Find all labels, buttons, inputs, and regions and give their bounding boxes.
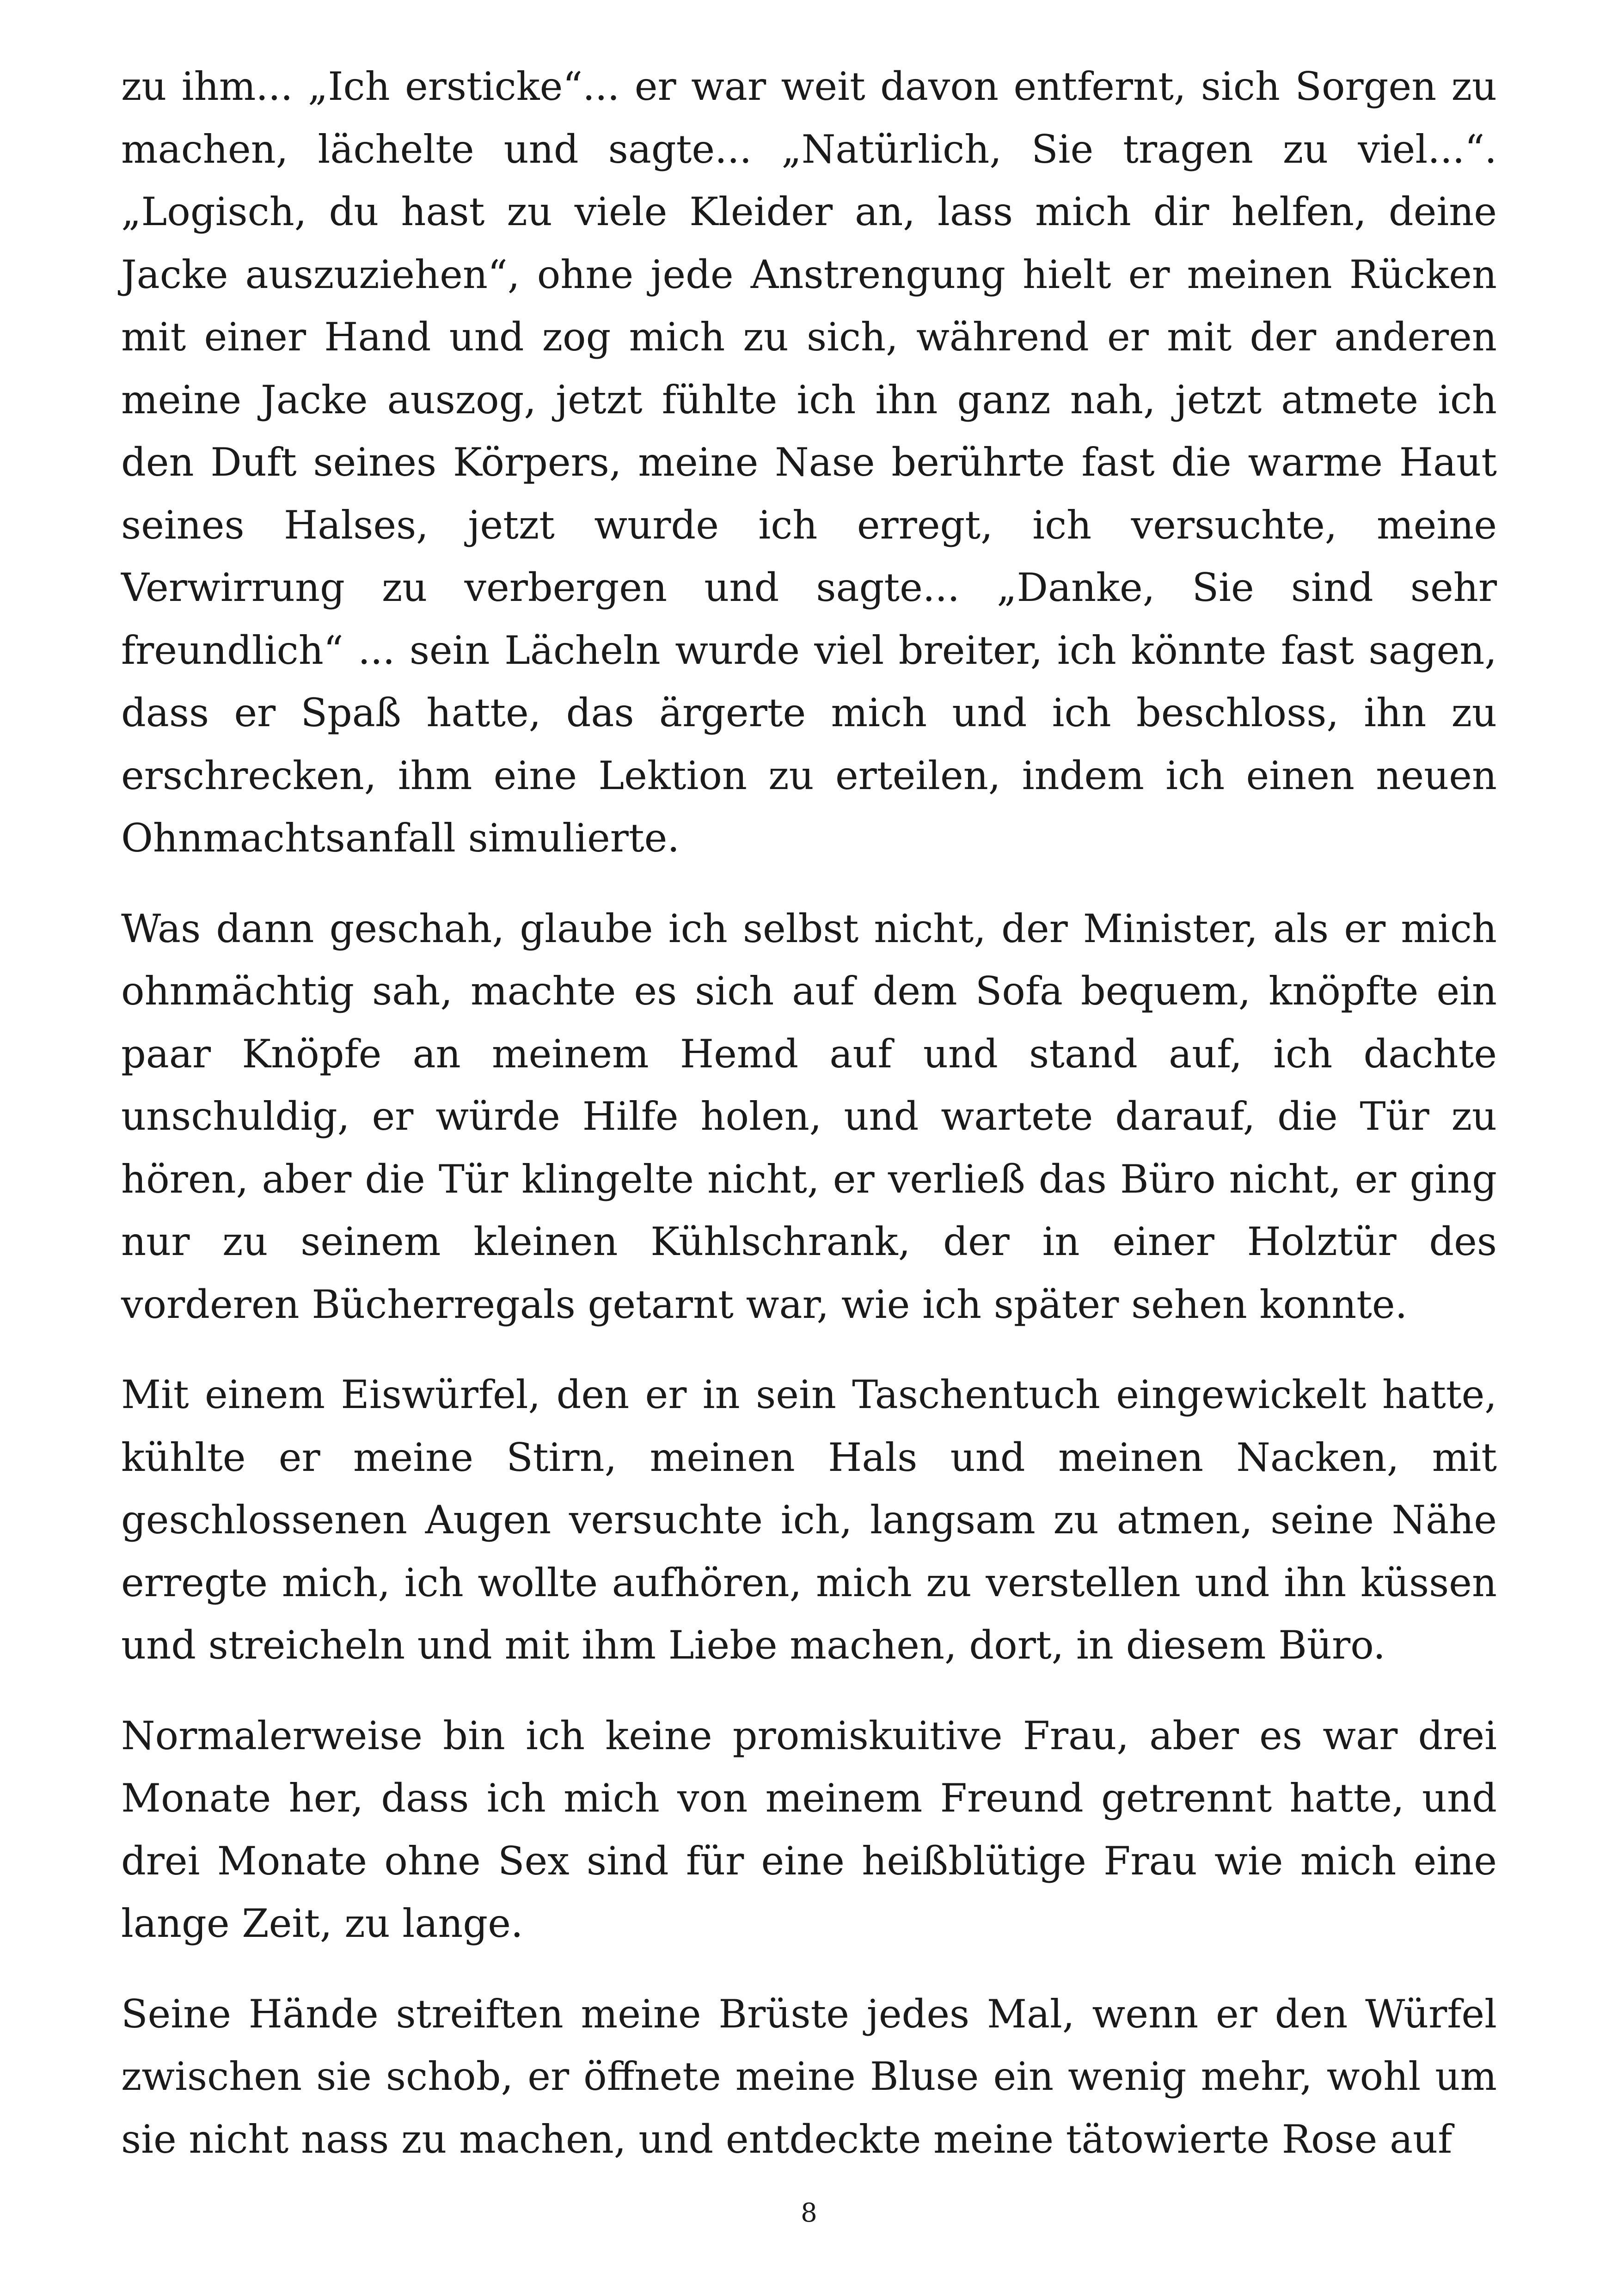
paragraph-2: Was dann geschah, glaube ich selbst nicht, der Minister, als er mich ohnmächtig sah, machte es sich auf dem Sofa bequem, knöpfte ein paar Knöpfe an meinem Hemd auf und stand auf, ich dachte unschuldig, er würde Hilfe holen, und wartete darauf, die Tür zu hören, aber die Tür klingelte nicht, er verließ das Büro nicht, er ging nur zu seinem kleinen Kühlschrank, der in einer Holztür des vorderen Bücherregals getarnt war, wie ich später sehen konnte. [121, 906, 1497, 1327]
paragraph-1: zu ihm... „Ich ersticke“... er war weit davon entfernt, sich Sorgen zu machen, lächelte und sagte... „Natürlich, Sie tragen zu viel...“. „Logisch, du hast zu viele Kleider an, lass mich dir helfen, deine Jacke auszuziehen“, ohne jede Anstrengung hielt er meinen Rücken mit einer Hand und zog mich zu sich, während er mit der anderen meine Jacke auszog, jetzt fühlte ich ihn ganz nah, jetzt atmete ich den Duft seines Körpers, meine Nase berührte fast die warme Haut seines Halses, jetzt wurde ich erregt, ich versuchte, meine Verwirrung zu verbergen und sagte... „Danke, Sie sind sehr freundlich“ ... sein Lächeln wurde viel breiter, ich könnte fast sagen, dass er Spaß hatte, das ärgerte mich und ich beschloss, ihn zu erschrecken, ihm eine Lektion zu erteilen, indem ich einen neuen Ohnmachtsanfall simulierte. [121, 64, 1497, 861]
text-body [121, 55, 1497, 2198]
page-number: 8 [801, 2198, 817, 2228]
paragraph-4: Normalerweise bin ich keine promiskuitive Frau, aber es war drei Monate her, dass ich mich von meinem Freund getrennt hatte, und drei Monate ohne Sex sind für eine heißblütige Frau wie mich eine lange Zeit, zu lange. [121, 1713, 1497, 1946]
paragraph-3: Mit einem Eiswürfel, den er in sein Taschentuch eingewickelt hatte, kühlte er meine Stirn, meinen Hals und meinen Nacken, mit geschlossenen Augen versuchte ich, langsam zu atmen, seine Nähe erregte mich, ich wollte aufhören, mich zu verstellen und ihn küssen und streicheln und mit ihm Liebe machen, dort, in diesem Büro. [121, 1372, 1497, 1668]
paragraph-5: Seine Hände streiften meine Brüste jedes Mal, wenn er den Würfel zwischen sie schob, er öffnete meine Bluse ein wenig mehr, wohl um sie nicht nass zu machen, und entdeckte meine tätowierte Rose auf [121, 1991, 1497, 2162]
